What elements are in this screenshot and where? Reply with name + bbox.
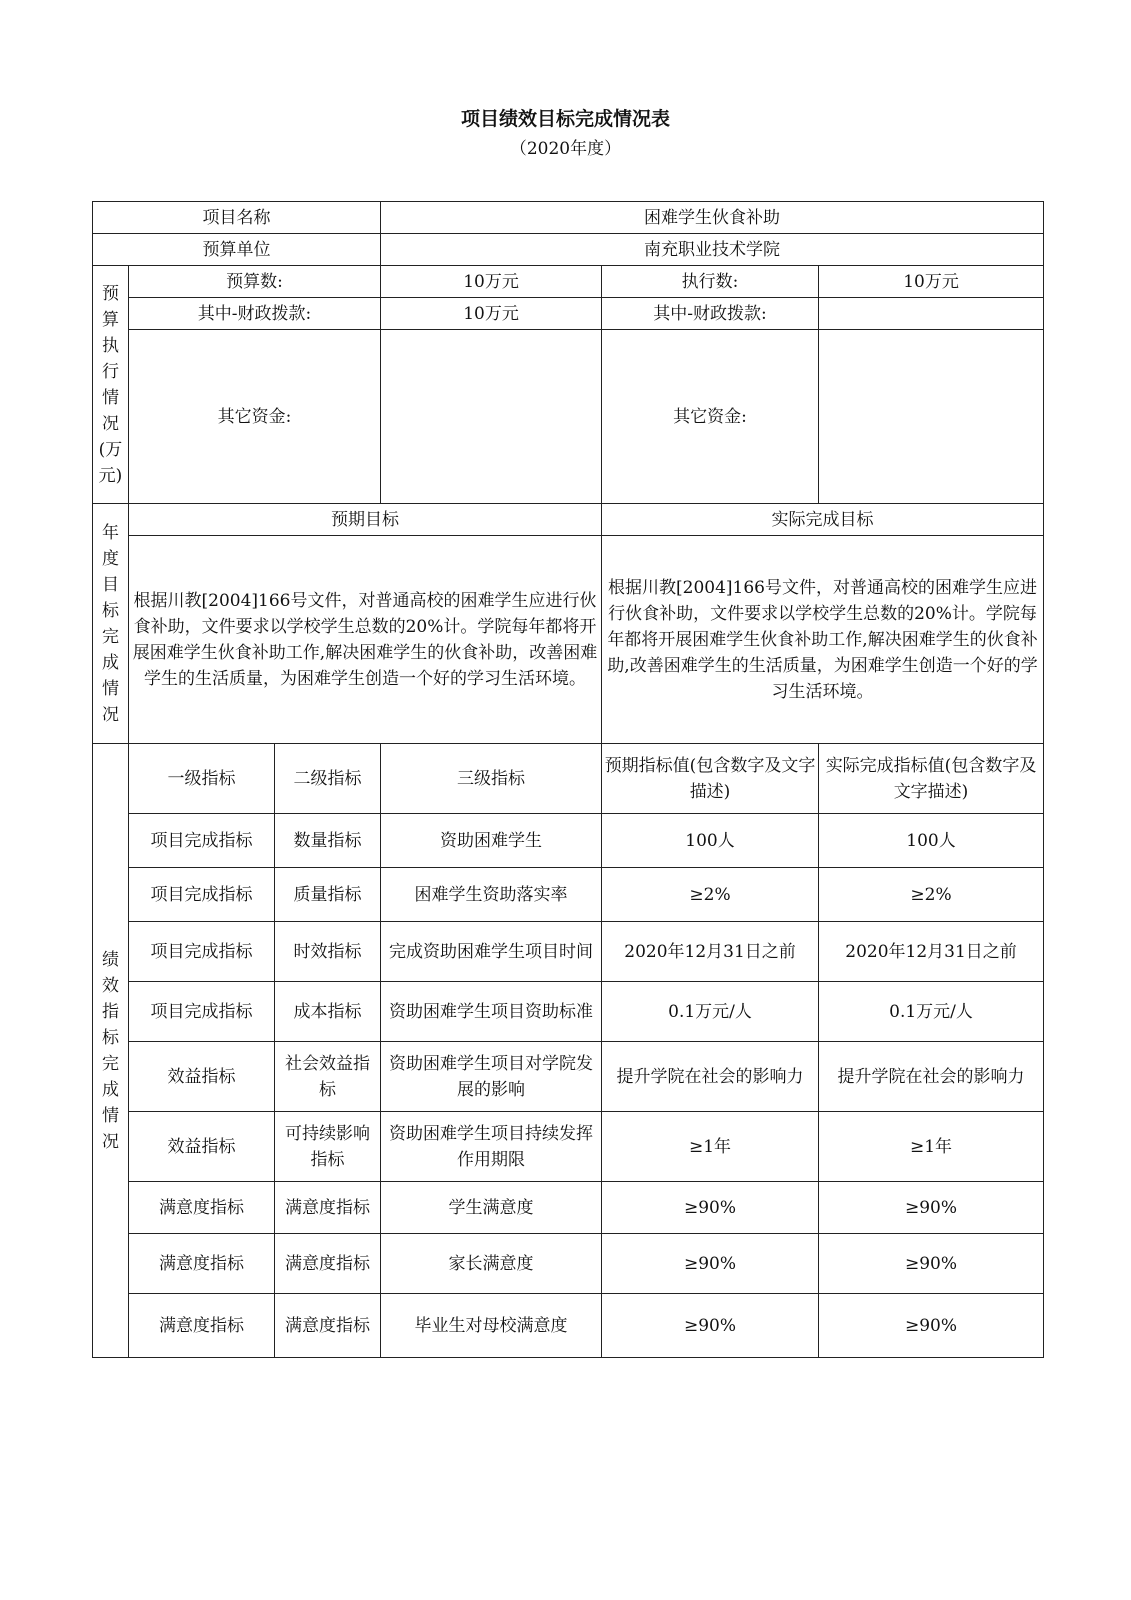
project-name-label: 项目名称 <box>93 202 381 234</box>
table-row <box>93 1042 1044 1112</box>
budget-amount-value: 10万元 <box>381 266 602 298</box>
table-row <box>93 922 1044 982</box>
cell-level3: 资助困难学生 <box>381 814 602 868</box>
cell-level3: 资助困难学生项目持续发挥作用期限 <box>381 1112 602 1182</box>
cell-level1: 项目完成指标 <box>129 982 275 1042</box>
budget-section-label: 预 算 执 行 情 况 (万 元) <box>93 266 129 504</box>
cell-level2: 满意度指标 <box>275 1294 381 1358</box>
expected-goal-text: 根据川教[2004]166号文件，对普通高校的困难学生应进行伙食补助，文件要求以学校学生总数的20%计。学院每年都将开展困难学生伙食补助工作,解决困难学生的伙食补助，改善困难学生的生活质量，为困难学生创造一个好的学习生活环境。 <box>129 536 602 744</box>
cell-actual-value: 100人 <box>819 814 1044 868</box>
cell-expected-value: ≥90% <box>602 1182 819 1234</box>
cell-actual-value: ≥1年 <box>819 1112 1044 1182</box>
cell-level2: 数量指标 <box>275 814 381 868</box>
indicator-header-row <box>93 744 1044 814</box>
cell-level2: 满意度指标 <box>275 1234 381 1294</box>
cell-level1: 效益指标 <box>129 1112 275 1182</box>
cell-actual-value: ≥2% <box>819 868 1044 922</box>
cell-level2: 可持续影响指标 <box>275 1112 381 1182</box>
row-budget-unit <box>93 234 1044 266</box>
cell-level1: 满意度指标 <box>129 1182 275 1234</box>
row-project-name <box>93 202 1044 234</box>
other-funds-budget-label: 其它资金: <box>129 330 381 504</box>
table-row <box>93 982 1044 1042</box>
cell-expected-value: ≥90% <box>602 1234 819 1294</box>
project-name-value: 困难学生伙食补助 <box>381 202 1044 234</box>
page-subtitle: （2020年度） <box>509 139 622 159</box>
cell-expected-value: 0.1万元/人 <box>602 982 819 1042</box>
cell-level3: 学生满意度 <box>381 1182 602 1234</box>
cell-level1: 项目完成指标 <box>129 868 275 922</box>
cell-level1: 满意度指标 <box>129 1294 275 1358</box>
page-title: 项目绩效目标完成情况表 <box>460 108 670 130</box>
table-row <box>93 1294 1044 1358</box>
budget-unit-label: 预算单位 <box>93 234 381 266</box>
cell-level3: 完成资助困难学生项目时间 <box>381 922 602 982</box>
exec-amount-label: 执行数: <box>602 266 819 298</box>
header-actual-value: 实际完成指标值(包含数字及文字描述) <box>819 744 1044 814</box>
row-annual-text <box>93 536 1044 744</box>
cell-level1: 项目完成指标 <box>129 814 275 868</box>
cell-level2: 质量指标 <box>275 868 381 922</box>
cell-actual-value: 提升学院在社会的影响力 <box>819 1042 1044 1112</box>
fiscal-exec-label: 其中-财政拨款: <box>602 298 819 330</box>
header-expected-value: 预期指标值(包含数字及文字描述) <box>602 744 819 814</box>
row-fiscal <box>93 298 1044 330</box>
table-row <box>93 814 1044 868</box>
other-funds-exec-label: 其它资金: <box>602 330 819 504</box>
cell-level2: 成本指标 <box>275 982 381 1042</box>
cell-level2: 满意度指标 <box>275 1182 381 1234</box>
budget-amount-label: 预算数: <box>129 266 381 298</box>
annual-section-label: 年 度 目 标 完 成 情 况 <box>93 504 129 744</box>
header-level1: 一级指标 <box>129 744 275 814</box>
cell-level1: 满意度指标 <box>129 1234 275 1294</box>
performance-table <box>92 201 1044 1358</box>
cell-expected-value: ≥90% <box>602 1294 819 1358</box>
cell-level1: 项目完成指标 <box>129 922 275 982</box>
cell-expected-value: 2020年12月31日之前 <box>602 922 819 982</box>
cell-level3: 毕业生对母校满意度 <box>381 1294 602 1358</box>
cell-expected-value: ≥1年 <box>602 1112 819 1182</box>
actual-goal-header: 实际完成目标 <box>602 504 1044 536</box>
cell-level3: 家长满意度 <box>381 1234 602 1294</box>
cell-actual-value: ≥90% <box>819 1294 1044 1358</box>
cell-level3: 困难学生资助落实率 <box>381 868 602 922</box>
row-other-funds <box>93 330 1044 504</box>
cell-expected-value: ≥2% <box>602 868 819 922</box>
cell-level3: 资助困难学生项目资助标准 <box>381 982 602 1042</box>
cell-level1: 效益指标 <box>129 1042 275 1112</box>
fiscal-budget-label: 其中-财政拨款: <box>129 298 381 330</box>
exec-amount-value: 10万元 <box>819 266 1044 298</box>
other-funds-exec-value <box>819 330 1044 504</box>
header-level2: 二级指标 <box>275 744 381 814</box>
cell-level2: 社会效益指标 <box>275 1042 381 1112</box>
fiscal-budget-value: 10万元 <box>381 298 602 330</box>
row-budget <box>93 266 1044 298</box>
cell-actual-value: 2020年12月31日之前 <box>819 922 1044 982</box>
cell-expected-value: 提升学院在社会的影响力 <box>602 1042 819 1112</box>
table-row <box>93 868 1044 922</box>
table-row <box>93 1182 1044 1234</box>
fiscal-exec-value <box>819 298 1044 330</box>
table-row <box>93 1112 1044 1182</box>
expected-goal-header: 预期目标 <box>129 504 602 536</box>
cell-level3: 资助困难学生项目对学院发展的影响 <box>381 1042 602 1112</box>
cell-actual-value: 0.1万元/人 <box>819 982 1044 1042</box>
table-row <box>93 1234 1044 1294</box>
cell-level2: 时效指标 <box>275 922 381 982</box>
row-annual-header <box>93 504 1044 536</box>
cell-expected-value: 100人 <box>602 814 819 868</box>
header-level3: 三级指标 <box>381 744 602 814</box>
indicator-section-label: 绩 效 指 标 完 成 情 况 <box>93 744 129 1358</box>
actual-goal-text: 根据川教[2004]166号文件，对普通高校的困难学生应进行伙食补助，文件要求以学校学生总数的20%计。学院每年都将开展困难学生伙食补助工作,解决困难学生的伙食补助,改善困难学生的生活质量，为困难学生创造一个好的学习生活环境。 <box>602 536 1044 744</box>
budget-unit-value: 南充职业技术学院 <box>381 234 1044 266</box>
other-funds-budget-value <box>381 330 602 504</box>
cell-actual-value: ≥90% <box>819 1234 1044 1294</box>
cell-actual-value: ≥90% <box>819 1182 1044 1234</box>
